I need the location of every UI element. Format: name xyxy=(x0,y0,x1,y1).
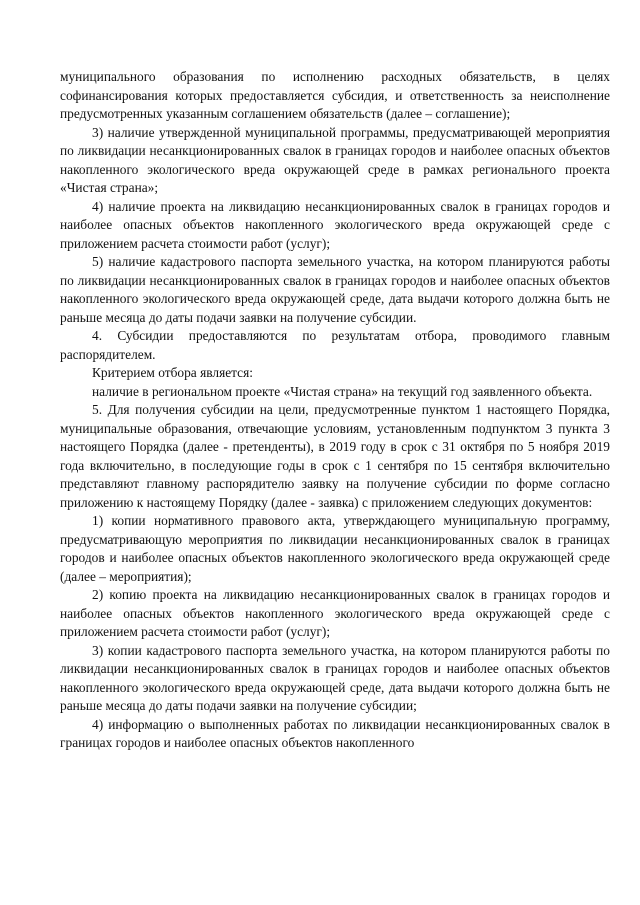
paragraph-item-5-cadastral: 5) наличие кадастрового паспорта земельного участка, на котором планируются работы по ликвидации несанкционированных свалок в границах городов и наиболее опасных объектов накопленного экологического вреда окружающей среде, дата выдачи которого должна быть не раньше месяца до даты подачи заявки на получение субсидии. xyxy=(60,254,610,325)
paragraph-item-4-project: 4) наличие проекта на ликвидацию несанкционированных свалок в границах городов и наиболее опасных объектов накопленного экологического вреда окружающей среде с приложением расчета стоимости работ (услуг); xyxy=(60,198,610,251)
paragraph-item-3-program: 3) наличие утвержденной муниципальной программы, предусматривающей мероприятия по ликвидации несанкционированных свалок в границах городов и наиболее опасных объектов накопленного экологического вреда окружающей среде в рамках регионального проекта «Чистая страна»; xyxy=(60,124,610,195)
paragraph-section-4: 4. Субсидии предоставляются по результатам отбора, проводимого главным распорядителем. xyxy=(60,328,610,362)
document-page xyxy=(60,68,610,753)
paragraph-doc-3: 3) копии кадастрового паспорта земельного участка, на котором планируются работы по ликвидации несанкционированных свалок в границах городов и наиболее опасных объектов накопленного экологического вреда окружающей среде, дата выдачи которого должна быть не раньше месяца до даты подачи заявки на получение субсидии; xyxy=(60,642,610,713)
paragraph-doc-4: 4) информацию о выполненных работах по ликвидации несанкционированных свалок в границах городов и наиболее опасных объектов накопленного xyxy=(60,716,610,750)
paragraph-doc-2: 2) копию проекта на ликвидацию несанкционированных свалок в границах городов и наиболее опасных объектов накопленного экологического вреда окружающей среде с приложением расчета стоимости работ (услуг); xyxy=(60,587,610,639)
paragraph-agreement-continuation: муниципального образования по исполнению расходных обязательств, в целях софинансирования которых предоставляется субсидия, и ответственность за неисполнение предусмотренных указанным соглашением обязательств (далее – соглашение); xyxy=(60,69,610,121)
paragraph-criterion: наличие в региональном проекте «Чистая страна» на текущий год заявленного объекта. xyxy=(92,383,593,399)
paragraph-doc-1: 1) копии нормативного правового акта, утверждающего муниципальную программу, предусматривающую мероприятия по ликвидации несанкционированных свалок в границах городов и наиболее опасных объектов накопленного экологического вреда окружающей среде (далее – мероприятия); xyxy=(60,513,610,584)
paragraph-section-5: 5. Для получения субсидии на цели, предусмотренные пунктом 1 настоящего Порядка, муниципальные образования, отвечающие условиям, установленным подпунктом 3 пункта 3 настоящего Порядка (далее - претенденты), в 2019 году в срок с 31 октября по 5 ноября 2019 года включительно, в последующие годы в срок с 1 сентября по 15 сентября включительно представляют главному распорядителю заявку на получение субсидии по форме согласно приложению к настоящему Порядку (далее - заявка) с приложением следующих документов: xyxy=(60,402,610,510)
paragraph-criterion-heading: Критерием отбора является: xyxy=(92,365,254,380)
